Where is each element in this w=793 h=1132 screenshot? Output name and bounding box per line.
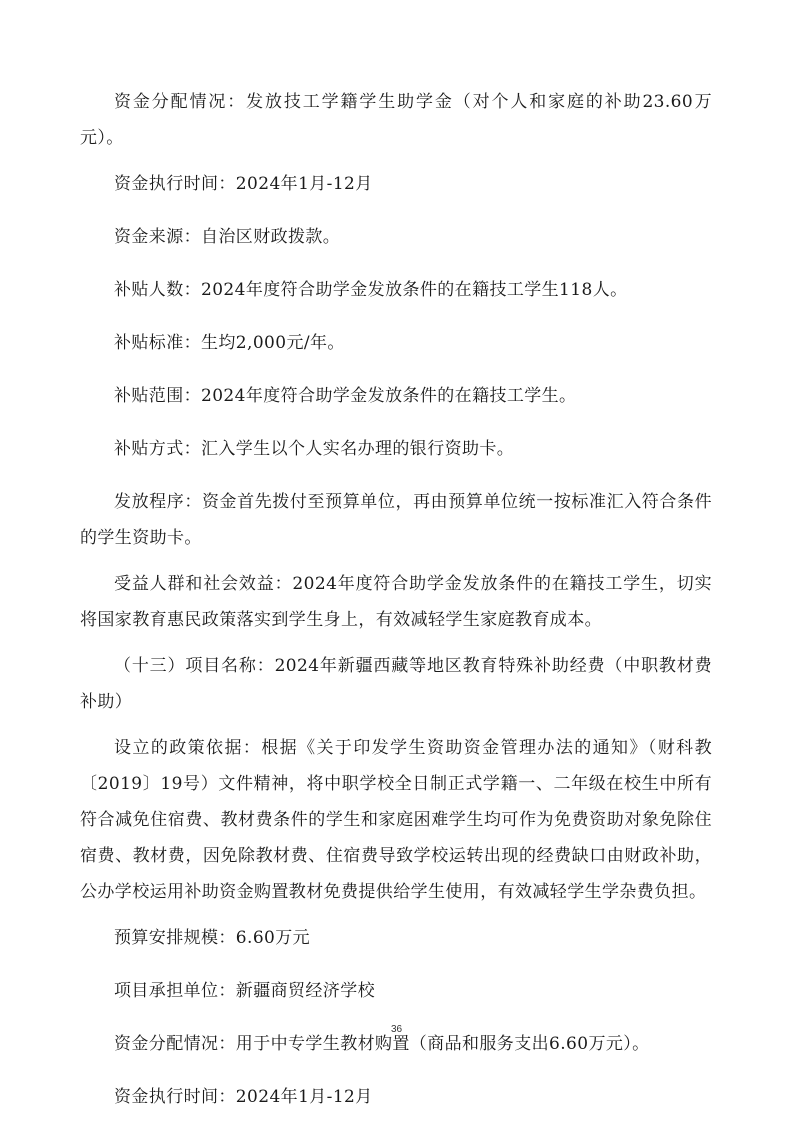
paragraph-subsidy-method: 补贴方式：汇入学生以个人实名办理的银行资助卡。 (114, 439, 515, 459)
paragraph-execution-time-2: 资金执行时间：2024年1月-12月 (114, 1087, 373, 1107)
paragraph-beneficiaries: 受益人群和社会效益：2024年度符合助学金发放条件的在籍技工学生，切实将国家教育惠民政策落实到学生身上，有效减轻学生家庭教育成本。 (80, 574, 712, 630)
paragraph-policy-basis: 设立的政策依据：根据《关于印发学生资助资金管理办法的通知》（财科教〔2019〕19号）文件精神，将中职学校全日制正式学籍一、二年级在校生中所有符合减免住宿费、教材费条件的学生和家庭困难学生均可作为免费资助对象免除住宿费、教材费，因免除教材费、住宿费导致学校运转出现的经费缺口由财政补助，公办学校运用补助资金购置教材免费提供给学生使用，有效减轻学生学杂费负担。 (80, 738, 713, 902)
paragraph-distribution-procedure: 发放程序：资金首先拨付至预算单位，再由预算单位统一按标准汇入符合条件的学生资助卡。 (80, 492, 712, 548)
page-content (80, 84, 712, 1132)
paragraph-subsidy-count: 补贴人数：2024年度符合助学金发放条件的在籍技工学生118人。 (114, 280, 628, 300)
paragraph-budget-scale: 预算安排规模：6.60万元 (114, 928, 311, 948)
page-number: 36 (390, 1024, 403, 1035)
paragraph-execution-time: 资金执行时间：2024年1月-12月 (114, 174, 373, 194)
paragraph-subsidy-scope: 补贴范围：2024年度符合助学金发放条件的在籍技工学生。 (114, 386, 577, 406)
paragraph-responsible-unit: 项目承担单位：新疆商贸经济学校 (114, 981, 375, 1001)
paragraph-project-name: （十三）项目名称：2024年新疆西藏等地区教育特殊补助经费（中职教材费补助） (80, 656, 712, 712)
paragraph-subsidy-standard: 补贴标准：生均2,000元/年。 (114, 333, 345, 353)
paragraph-fund-allocation-2: 资金分配情况：用于中专学生教材购置（商品和服务支出6.60万元）。 (114, 1034, 650, 1054)
paragraph-fund-allocation: 资金分配情况：发放技工学籍学生助学金（对个人和家庭的补助23.60万元）。 (80, 92, 712, 148)
paragraph-fund-source: 资金来源：自治区财政拨款。 (114, 227, 341, 247)
